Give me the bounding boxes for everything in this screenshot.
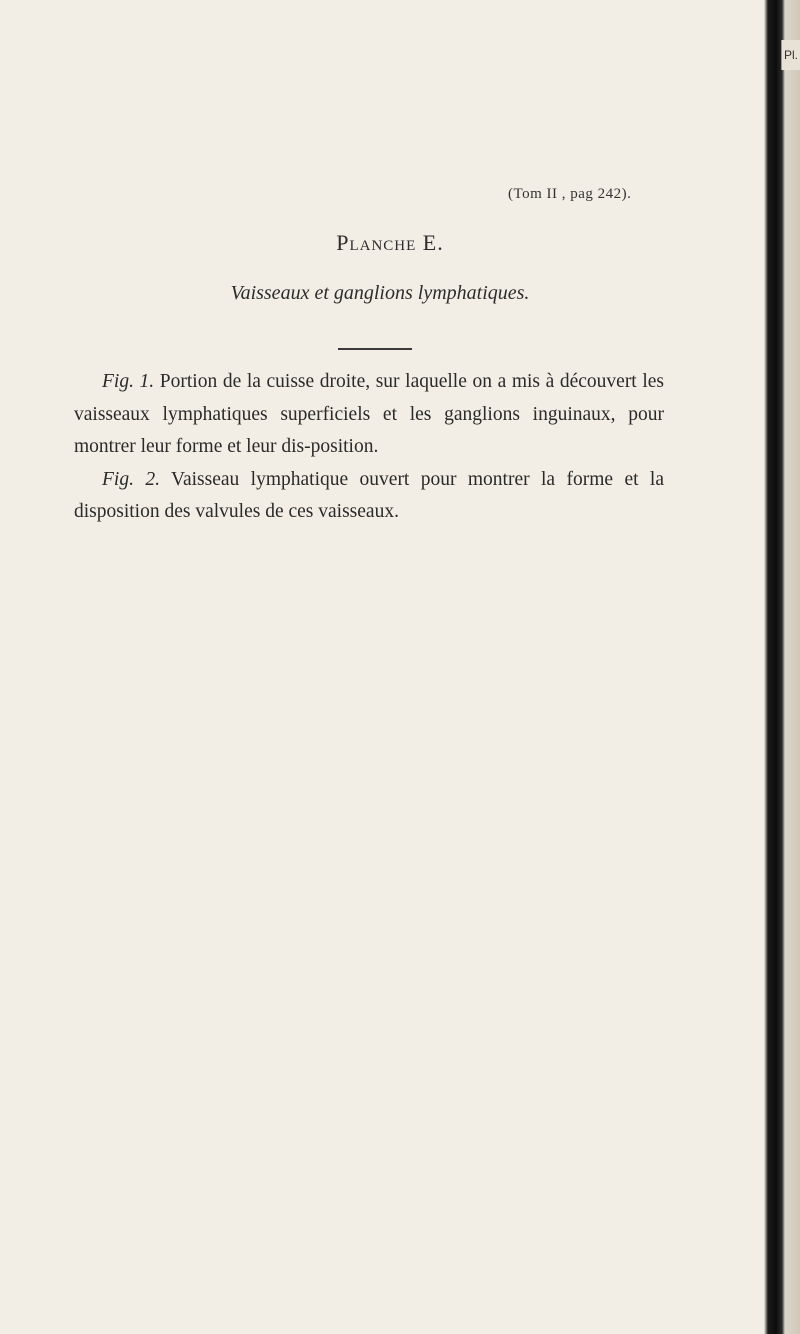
divider-rule <box>338 348 412 350</box>
margin-tab: Pl. <box>781 40 800 70</box>
figure-1-label: Fig. 1. <box>102 371 155 392</box>
page-reference: (Tom II , pag 242). <box>508 186 632 202</box>
binding-edge <box>764 0 800 1334</box>
figure-2-caption <box>74 464 664 529</box>
plate-title: Planche E. <box>336 230 444 255</box>
figure-descriptions <box>74 366 664 529</box>
figure-1-text: Portion de la cuisse droite, sur laquelle on a mis à découvert les vaisseaux lymphatiques superficiels et les ganglions inguinaux, pour montrer leur forme et leur dis-position. <box>74 371 664 457</box>
figure-1-caption <box>74 366 664 464</box>
plate-subtitle: Vaisseaux et ganglions lymphatiques. <box>230 282 530 304</box>
figure-2-label: Fig. 2. <box>102 468 160 490</box>
figure-2-text: Vaisseau lymphatique ouvert pour montrer la forme et la disposition des valvules de ces vaisseaux. <box>74 468 664 522</box>
